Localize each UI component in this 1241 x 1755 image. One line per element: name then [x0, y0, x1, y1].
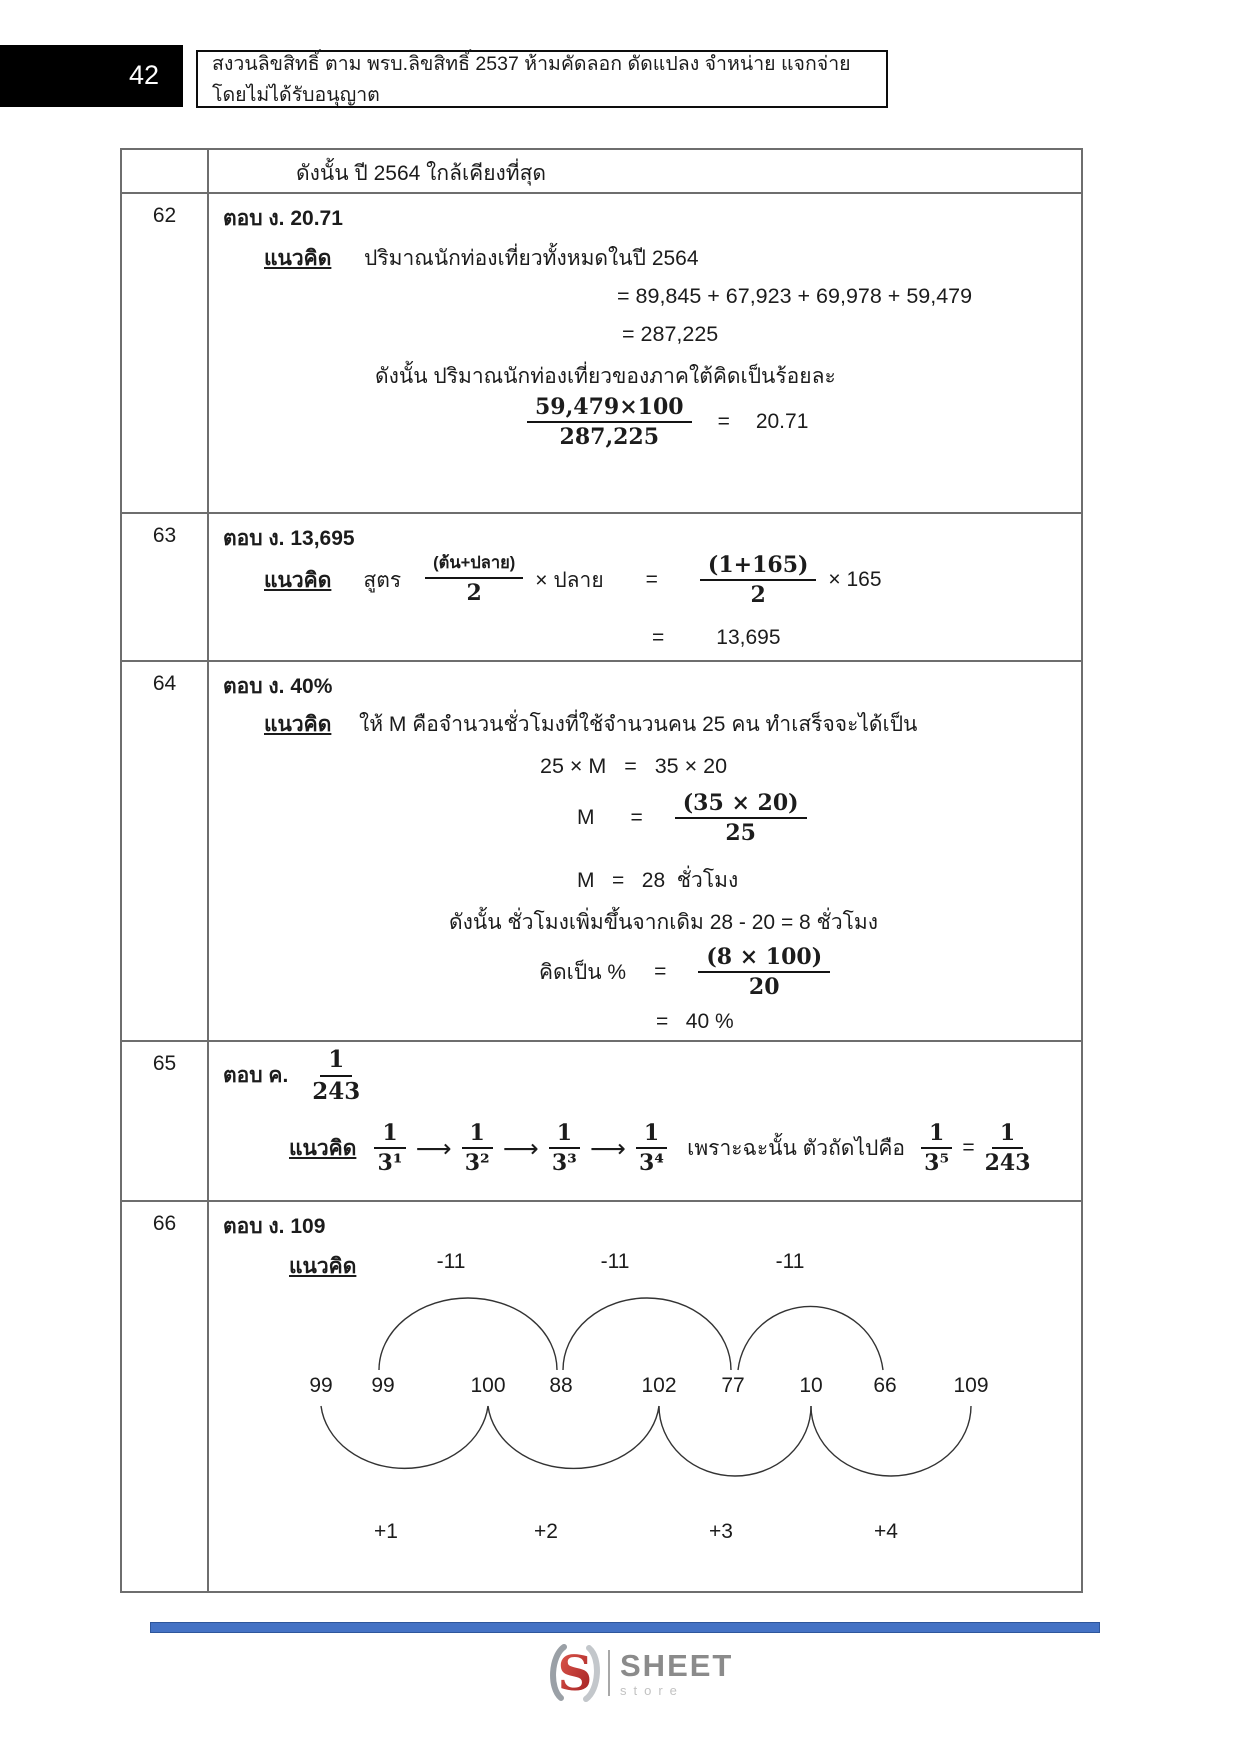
equation-with-fraction: [539, 944, 830, 1001]
fraction-denominator: 25: [725, 820, 756, 847]
sequence-value: 66: [873, 1374, 897, 1397]
method-label: แนวคิด: [264, 568, 332, 592]
equation: M = 28 ชั่วโมง: [577, 869, 739, 892]
sequence-value: 10: [799, 1374, 823, 1397]
fraction: [527, 394, 692, 451]
sequence-value: 77: [721, 1374, 745, 1397]
fraction-denominator: 3³: [551, 1150, 577, 1177]
question-number-cell: 65: [122, 1042, 209, 1200]
fraction-numerator: (ต้น+ปลาย): [425, 554, 523, 579]
method-label: แนวคิด: [264, 247, 332, 270]
equation: = 287,225: [622, 322, 719, 346]
difference-label: -11: [775, 1250, 805, 1273]
question-number-cell: 63: [122, 514, 209, 660]
fraction-denominator: 243: [984, 1150, 1031, 1177]
increment-label: +1: [374, 1520, 398, 1543]
fraction: [985, 1120, 1031, 1177]
equation: = 89,845 + 67,923 + 69,978 + 59,479: [617, 284, 973, 308]
equals-sign: =: [962, 1136, 975, 1160]
sequence-value: 99: [309, 1374, 333, 1397]
right-arrow-icon: ⟶: [502, 1133, 539, 1163]
fraction-numerator: 1: [462, 1120, 493, 1149]
difference-label: -11: [600, 1250, 630, 1273]
result-value: 20.71: [755, 410, 809, 434]
conclusion-text: เพราะฉะนั้น ตัวถัดไปคือ: [687, 1136, 905, 1160]
answer-line: [223, 1046, 360, 1105]
fraction-numerator: 1: [549, 1120, 580, 1149]
solution-text: ดังนั้น ชั่วโมงเพิ่มขึ้นจากเดิม 28 - 20 = 8 ชั่วโมง: [449, 911, 878, 934]
solution-cell: [209, 662, 1081, 1040]
difference-label: -11: [436, 1250, 466, 1273]
fraction-numerator: 1: [320, 1046, 352, 1077]
fraction-denominator: 3⁴: [639, 1150, 664, 1177]
logo-brand-text: SHEET: [620, 1647, 734, 1683]
sequence-arcs: [209, 1292, 1084, 1592]
equals-sign: =: [654, 960, 667, 984]
fraction: [636, 1120, 667, 1177]
fraction-numerator: 1: [636, 1120, 667, 1149]
fraction: [425, 554, 523, 606]
answer-line: ตอบ ง. 109: [223, 1215, 326, 1238]
equals-sign: =: [630, 806, 643, 830]
question-number-cell: 62: [122, 194, 209, 512]
fraction-denominator: 3¹: [377, 1150, 403, 1177]
fraction-denominator: 2: [750, 582, 766, 609]
multiply-term: × 165: [828, 568, 882, 592]
solution-cell: [209, 514, 1081, 660]
table-row: [122, 194, 1081, 514]
percent-label: คิดเป็น %: [539, 960, 627, 984]
sequence-value: 99: [371, 1374, 395, 1397]
fraction-denominator: 287,225: [559, 424, 660, 451]
solution-text: ให้ M คือจำนวนชั่วโมงที่ใช้จำนวนคน 25 คน ทำเสร็จจะได้เป็น: [359, 713, 918, 736]
fraction: [675, 790, 807, 847]
solution-cell: [209, 150, 1081, 192]
increment-label: +3: [709, 1520, 733, 1543]
formula-label: สูตร: [363, 568, 402, 592]
number-sequence-diagram: [209, 1292, 1084, 1592]
answer-label: ตอบ ค.: [223, 1064, 289, 1088]
fraction-numerator: 59,479×100: [527, 394, 692, 423]
page-number: 42: [128, 60, 159, 90]
method-line: [289, 1120, 1031, 1177]
question-number-cell: 64: [122, 662, 209, 1040]
solutions-table: [120, 148, 1083, 1593]
sheet-store-logo: [548, 1642, 733, 1704]
table-row: [122, 1042, 1081, 1202]
fraction-denominator: 3⁵: [924, 1150, 950, 1177]
equation: 25 × M = 35 × 20: [540, 754, 728, 778]
table-row: [122, 514, 1081, 662]
result-value: 13,695: [716, 626, 781, 649]
footer-divider-bar: [150, 1622, 1100, 1633]
fraction-denominator: 2: [466, 580, 482, 607]
copyright-box: [196, 50, 888, 108]
fraction-numerator: (35 × 20): [675, 790, 807, 819]
method-label: แนวคิด: [264, 713, 332, 736]
equals-sign: =: [645, 568, 658, 592]
method-label: แนวคิด: [289, 1255, 357, 1278]
answer-line: ตอบ ง. 20.71: [223, 207, 343, 230]
right-arrow-icon: ⟶: [590, 1133, 626, 1163]
question-number-cell: [122, 150, 209, 192]
result-line: = 40 %: [656, 1010, 734, 1033]
sequence-value: 109: [953, 1374, 989, 1397]
logo-sub-text: store: [620, 1682, 684, 1698]
fraction-numerator: 1: [992, 1120, 1023, 1149]
fraction: [462, 1120, 493, 1177]
fraction: [921, 1120, 952, 1177]
right-arrow-icon: ⟶: [415, 1133, 452, 1163]
table-row: [122, 1202, 1081, 1591]
fraction-denominator: 20: [748, 974, 780, 1001]
fraction: [374, 1120, 405, 1177]
solution-text: ปริมาณนักท่องเที่ยวทั้งหมดในปี 2564: [364, 247, 699, 270]
increment-label: +2: [534, 1520, 558, 1543]
question-number-cell: 66: [122, 1202, 209, 1591]
equation-with-fraction: [527, 394, 808, 451]
fraction-numerator: (1+165): [700, 552, 816, 581]
logo-divider: [608, 1650, 610, 1696]
multiply-term: × ปลาย: [535, 568, 604, 592]
fraction: [698, 944, 830, 1001]
fraction-denominator: 243: [312, 1077, 361, 1105]
solution-cell: [209, 194, 1081, 512]
table-row: [122, 150, 1081, 194]
fraction: [549, 1120, 580, 1177]
solution-cell: [209, 1202, 1081, 1591]
fraction-numerator: 1: [921, 1120, 952, 1149]
equation-with-fraction: [577, 790, 807, 847]
method-label: แนวคิด: [289, 1136, 357, 1160]
table-row: [122, 662, 1081, 1042]
sequence-value: 102: [641, 1374, 677, 1397]
equals-sign: =: [717, 410, 730, 434]
equals-sign: =: [652, 626, 665, 649]
copyright-text: สงวนลิขสิทธิ์ ตาม พรบ.ลิขสิทธิ์ 2537 ห้ามคัดลอก ดัดแปลง จำหน่าย แจกจ่าย โดยไม่ได้รับอนุญาต: [212, 53, 851, 106]
variable-m: M: [577, 806, 595, 830]
logo-s-icon: [548, 1642, 602, 1704]
result-line: [652, 626, 781, 650]
fraction-numerator: 1: [374, 1120, 405, 1149]
answer-line: ตอบ ง. 40%: [223, 675, 333, 698]
intro-text: ดังนั้น ปี 2564 ใกล้เคียงที่สุด: [296, 162, 547, 185]
formula-line: [264, 552, 882, 609]
svg-text:S: S: [557, 1646, 593, 1702]
increment-label: +4: [874, 1520, 898, 1543]
solution-cell: [209, 1042, 1081, 1200]
fraction: [700, 552, 816, 609]
page-number-box: [0, 45, 183, 107]
sequence-value: 88: [549, 1374, 573, 1397]
answer-line: ตอบ ง. 13,695: [223, 527, 355, 550]
fraction-numerator: (8 × 100): [698, 944, 830, 973]
fraction: [312, 1046, 360, 1105]
fraction-denominator: 3²: [464, 1150, 490, 1177]
sequence-value: 100: [470, 1374, 506, 1397]
solution-text: ดังนั้น ปริมาณนักท่องเที่ยวของภาคใต้คิดเป็นร้อยละ: [375, 365, 836, 388]
